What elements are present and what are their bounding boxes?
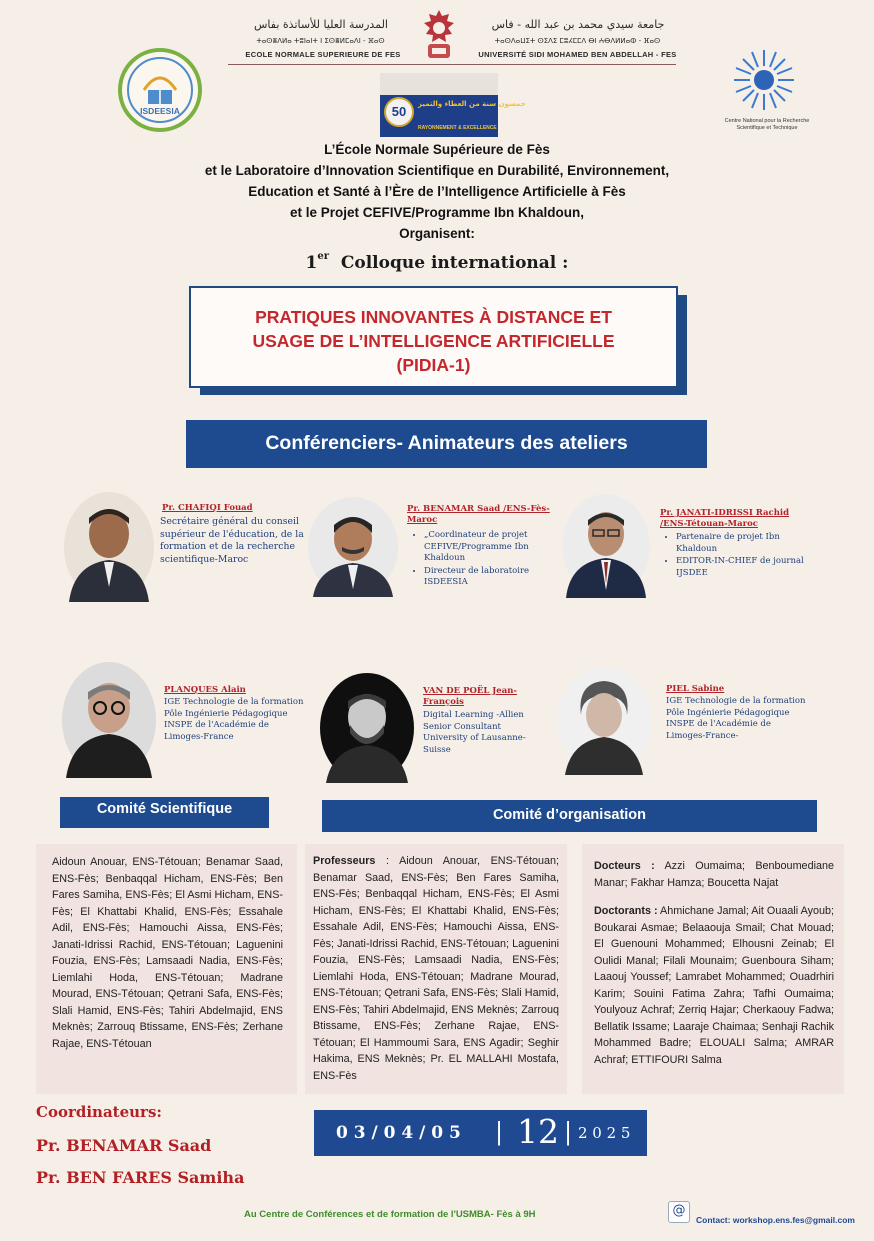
event-title [191,305,676,377]
speaker-line-vandepoel-2: University of Lausanne-Suisse [423,733,526,755]
docteurs-label: Docteurs : [594,860,655,872]
speaker-line-planques-3: INSPE de l'Académie de Limoges-France [164,720,269,742]
colloque-text: Colloque international : [340,253,569,273]
comite-scientifique-panel [36,844,297,1094]
docteurs-text [594,858,834,891]
speaker-roles-benamar [410,530,564,590]
date-days: 0 3 / 0 4 / 0 5 [336,1123,461,1143]
date-month: 12 [517,1112,559,1151]
speaker-name-piel: PIEL Sabine [666,684,725,694]
venue-text: Au Centre de Conférences et de formation de l'USMBA- Fès à 9H [244,1209,536,1220]
coordinateurs-label: Coordinateurs: [36,1103,162,1121]
speaker-photo-planques [62,662,156,778]
speaker-name-vandepoel [423,686,553,708]
anniversary-badge [380,73,526,137]
speaker-role-janati-2: • EDITOR-IN-CHIEF de journal IJSDEE [676,556,816,579]
ens-name-ar: المدرسة العليا للأساتذة بفاس [254,18,388,31]
event-title-line-2: USAGE DE L’INTELLIGENCE ARTIFICIELLE [252,331,615,351]
speaker-name-janati-line2: /ENS-Tétouan-Maroc [660,519,758,529]
speaker-role-janati-1: • Partenaire de projet Ibn Khaldoun [676,532,816,555]
colloque-sup: er [317,251,330,262]
professeurs-text [313,853,559,1084]
speaker-line-planques-2: Pôle Ingénierie Pédagogique [164,708,288,719]
speaker-role-benamar-1: • „Coordinateur de projet CEFIVE/Programme Ibn Khaldoun [424,530,564,565]
comite-organisation-panel [305,844,567,1094]
title-box [189,286,678,388]
ens-name-tifinagh: ⵜⴰⵙⴻⴷⵍⴰ ⵜⵓⵏⴰⵏⵜ ⵏ ⵉⵙⴻⵍⵎⴰⴷⵏ - ⴼⴰⵙ [256,37,385,45]
docteurs-list: Azzi Oumaima; Benboumediane Manar; Fakhar Hamza; Boucetta Najat [594,860,834,889]
coordinateur-1: Pr. BENAMAR Saad [36,1136,212,1155]
organiser-line-2: et le Laboratoire d’Innovation Scientifique en Durabilité, Environnement, [204,163,670,178]
header-divider [228,64,676,65]
comite-organisation-title: Comité d’organisation [492,807,647,823]
organiser-line-5: Organisent: [399,226,475,241]
anniversary-circle [384,97,414,127]
speaker-line-piel-3: INSPE de l'Académie de Limoges-France- [666,719,771,741]
colloque-heading [0,253,874,273]
speaker-name-planques: PLANQUES Alain [164,685,246,695]
doctorants-list: Ahmichane Jamal; Ait Ouaali Ayoub; Boukarai Asmae; Belaaouja Smail; Chat Mouad; El Guenouni Mohammed; Elhousni Zeinab; El Oulidi Manal; Filali Mounaim; Guenboura Siham; Laaouj Youssef; Lamrabet Mohammed; Ouadrhiri Karim; Souini Fatima Zahra; Tafhi Oumaima; Youlyouz Achraf; Zerriq Hajar; Cherkaouy Fadwa; Bellatik Issame; Laaraje Chaimaa; Senhaji Rachik Mohammed Badre; ELOUALI Salma; AMRAR Achraf; ETTIFOURI Salma [594,905,834,1066]
speaker-desc-vandepoel [423,710,533,756]
event-title-line-3: (PIDIA-1) [396,355,471,375]
speaker-name-chafiqi: Pr. CHAFIQI Fouad [162,503,253,513]
speaker-name-janati-line1: Pr. JANATI-IDRISSI Rachid [660,508,790,518]
speaker-roles-janati [662,532,816,580]
comite-scientifique-title: Comité Scientifique [96,801,233,817]
speaker-name-janati [660,508,810,530]
professeurs-list: : Aidoun Anouar, ENS-Tétouan; Benamar Saad, ENS-Fès; Ben Fares Samiha, ENS-Fès; Benbaqqal Hicham, ENS-Fès; El Asmi Hicham, ENS-Fès; El Khattabi Khalid, ENS-Fès; Essahale Adil, ENS-Fès; Hamouchi Aissa, ENS-Fès; Janati-Idrissi Rachid, ENS-Tétouan; Laguenini Fouzia, ENS-Fès; Lamsaadi Nadia, ENS-Fès; Liemlahi Hoda, ENS-Tétouan; Madrane Mourad, ENS-Tétouan; Qetrani Safa, ENS-Fès; Slali Hamid, ENS-Fès; Tahiri Abdelmajid, ENS Meknès; Zarrouq Btissame, ENS-Fès; Zerhane Rajae, ENS-Tétouan; El Hammoumi Sara, ENS Agadir; Seghir Hakima, ENS Meknès; Pr. EL MALLAHI Mostafa, ENS-Fès [313,855,559,1082]
usmba-name-ar: جامعة سيدي محمد بن عبد الله - فاس [491,18,665,31]
speaker-desc-piel [666,696,806,742]
cnrst-name-fr: Centre National pour la Recherche Scientifique et Technique [724,118,810,131]
doctorants-text [594,903,834,1068]
coordinateur-2: Pr. BEN FARES Samiha [36,1168,245,1187]
speaker-line-planques-1: IGE Technologie de la formation [164,697,304,707]
doctorants-label: Doctorants : [594,905,658,917]
doctorants-panel [582,844,844,1094]
date-year: 2 0 2 5 [578,1124,631,1142]
organiser-line-4: et le Projet CEFIVE/Programme Ibn Khaldoun, [289,205,585,220]
speaker-line-vandepoel-1: Digital Learning -Allien Senior Consultant [423,710,524,732]
date-separator-2: | [564,1118,573,1146]
speaker-line-piel-2: Pôle Ingénierie Pédagogique [666,707,790,718]
isdeesia-label: ISDEESIA [140,106,180,116]
speakers-banner-text: Conférenciers- Animateurs des ateliers [265,432,628,454]
anniversary-number: 50 [391,104,407,119]
speaker-line-piel-1: IGE Technologie de la formation [666,696,806,706]
date-separator-1: | [495,1118,504,1146]
anniversary-text-ar: خمسون سنة من العطاء والتميز [418,100,526,108]
speaker-photo-benamar [308,497,398,597]
ens-name-fr: ECOLE NORMALE SUPERIEURE DE FES [245,50,401,59]
event-title-line-1: PRATIQUES INNOVANTES À DISTANCE ET [255,307,612,327]
speaker-photo-chafiqi [64,492,154,602]
speaker-role-benamar-2: • Directeur de laboratoire ISDEESIA [424,566,564,589]
header [0,0,874,140]
speaker-desc-chafiqi: Secrétaire général du conseil supérieur de l'éducation, de la formation et de la recherche scientifique-Maroc [160,516,304,565]
speaker-desc-planques [164,697,304,743]
speaker-name-benamar-line1: Pr. BENAMAR Saad /ENS-Fès- [407,504,550,514]
date-box [314,1110,647,1156]
speaker-photo-vandepoel [320,673,414,783]
usmba-name-tifinagh: ⵜⴰⵙⴷⴰⵡⵉⵜ ⵙⵉⴷⵉ ⵎⵓⵃⵎⵎⴷ ⴱⵏ ⵄⴱⴷⵍⵍⴰⵀ - ⴼⴰⵙ [494,37,661,45]
organiser-line-3: Education et Santé à l’Ère de l’Intelligence Artificielle à Fès [248,184,626,199]
speaker-name-vandepoel-line2: François [423,697,464,707]
usmba-emblem-icon [420,8,458,62]
speaker-name-benamar-line2: Maroc [407,515,438,525]
contact-email[interactable]: Contact: workshop.ens.fes@gmail.com [696,1215,855,1225]
cnrst-logo [724,46,810,136]
comite-scientifique-banner [60,797,269,828]
professeurs-label: Professeurs [313,855,376,867]
speaker-photo-janati [562,494,650,598]
organiser-line-1: L’École Normale Supérieure de Fès [324,142,550,157]
colloque-ordinal: 1 [305,253,318,273]
anniversary-top-strip [380,73,498,95]
email-icon[interactable]: @ [668,1201,690,1223]
anniversary-text-fr: RAYONNEMENT & EXCELLENCE [418,125,497,131]
comite-organisation-banner [322,800,817,832]
speaker-photo-piel [557,667,651,775]
speaker-name-vandepoel-line1: VAN DE POËL Jean- [423,686,517,696]
speakers-banner [186,420,707,468]
usmba-name-fr: UNIVERSITÉ SIDI MOHAMED BEN ABDELLAH - FES [478,50,677,59]
comite-scientifique-text: Aidoun Anouar, ENS-Tétouan; Benamar Saad, ENS-Fès; Benbaqqal Hicham, ENS-Fès; Ben Fares Samiha, ENS-Fès; El Asmi Hicham, ENS-Fès; El Khattabi Khalid, ENS-Fès; Essahale Adil, ENS-Fès; Hamouchi Aissa, ENS-Fès; Janati-Idrissi Rachid, ENS-Tétouan; Laguenini Fouzia, ENS-Fès; Lamsaadi Nadia, ENS-Fès; Liemlahi Hoda, ENS-Tétouan; Madrane Mourad, ENS-Tétouan; Qetrani Safa, ENS-Fès; Slali Hamid, ENS-Fès; Tahiri Abdelmajid, ENS Meknès; Zarrouq Btissame, ENS-Fès; Zerhane Rajae, ENS-Tétouan [52,856,283,1050]
isdeesia-logo [114,44,206,136]
